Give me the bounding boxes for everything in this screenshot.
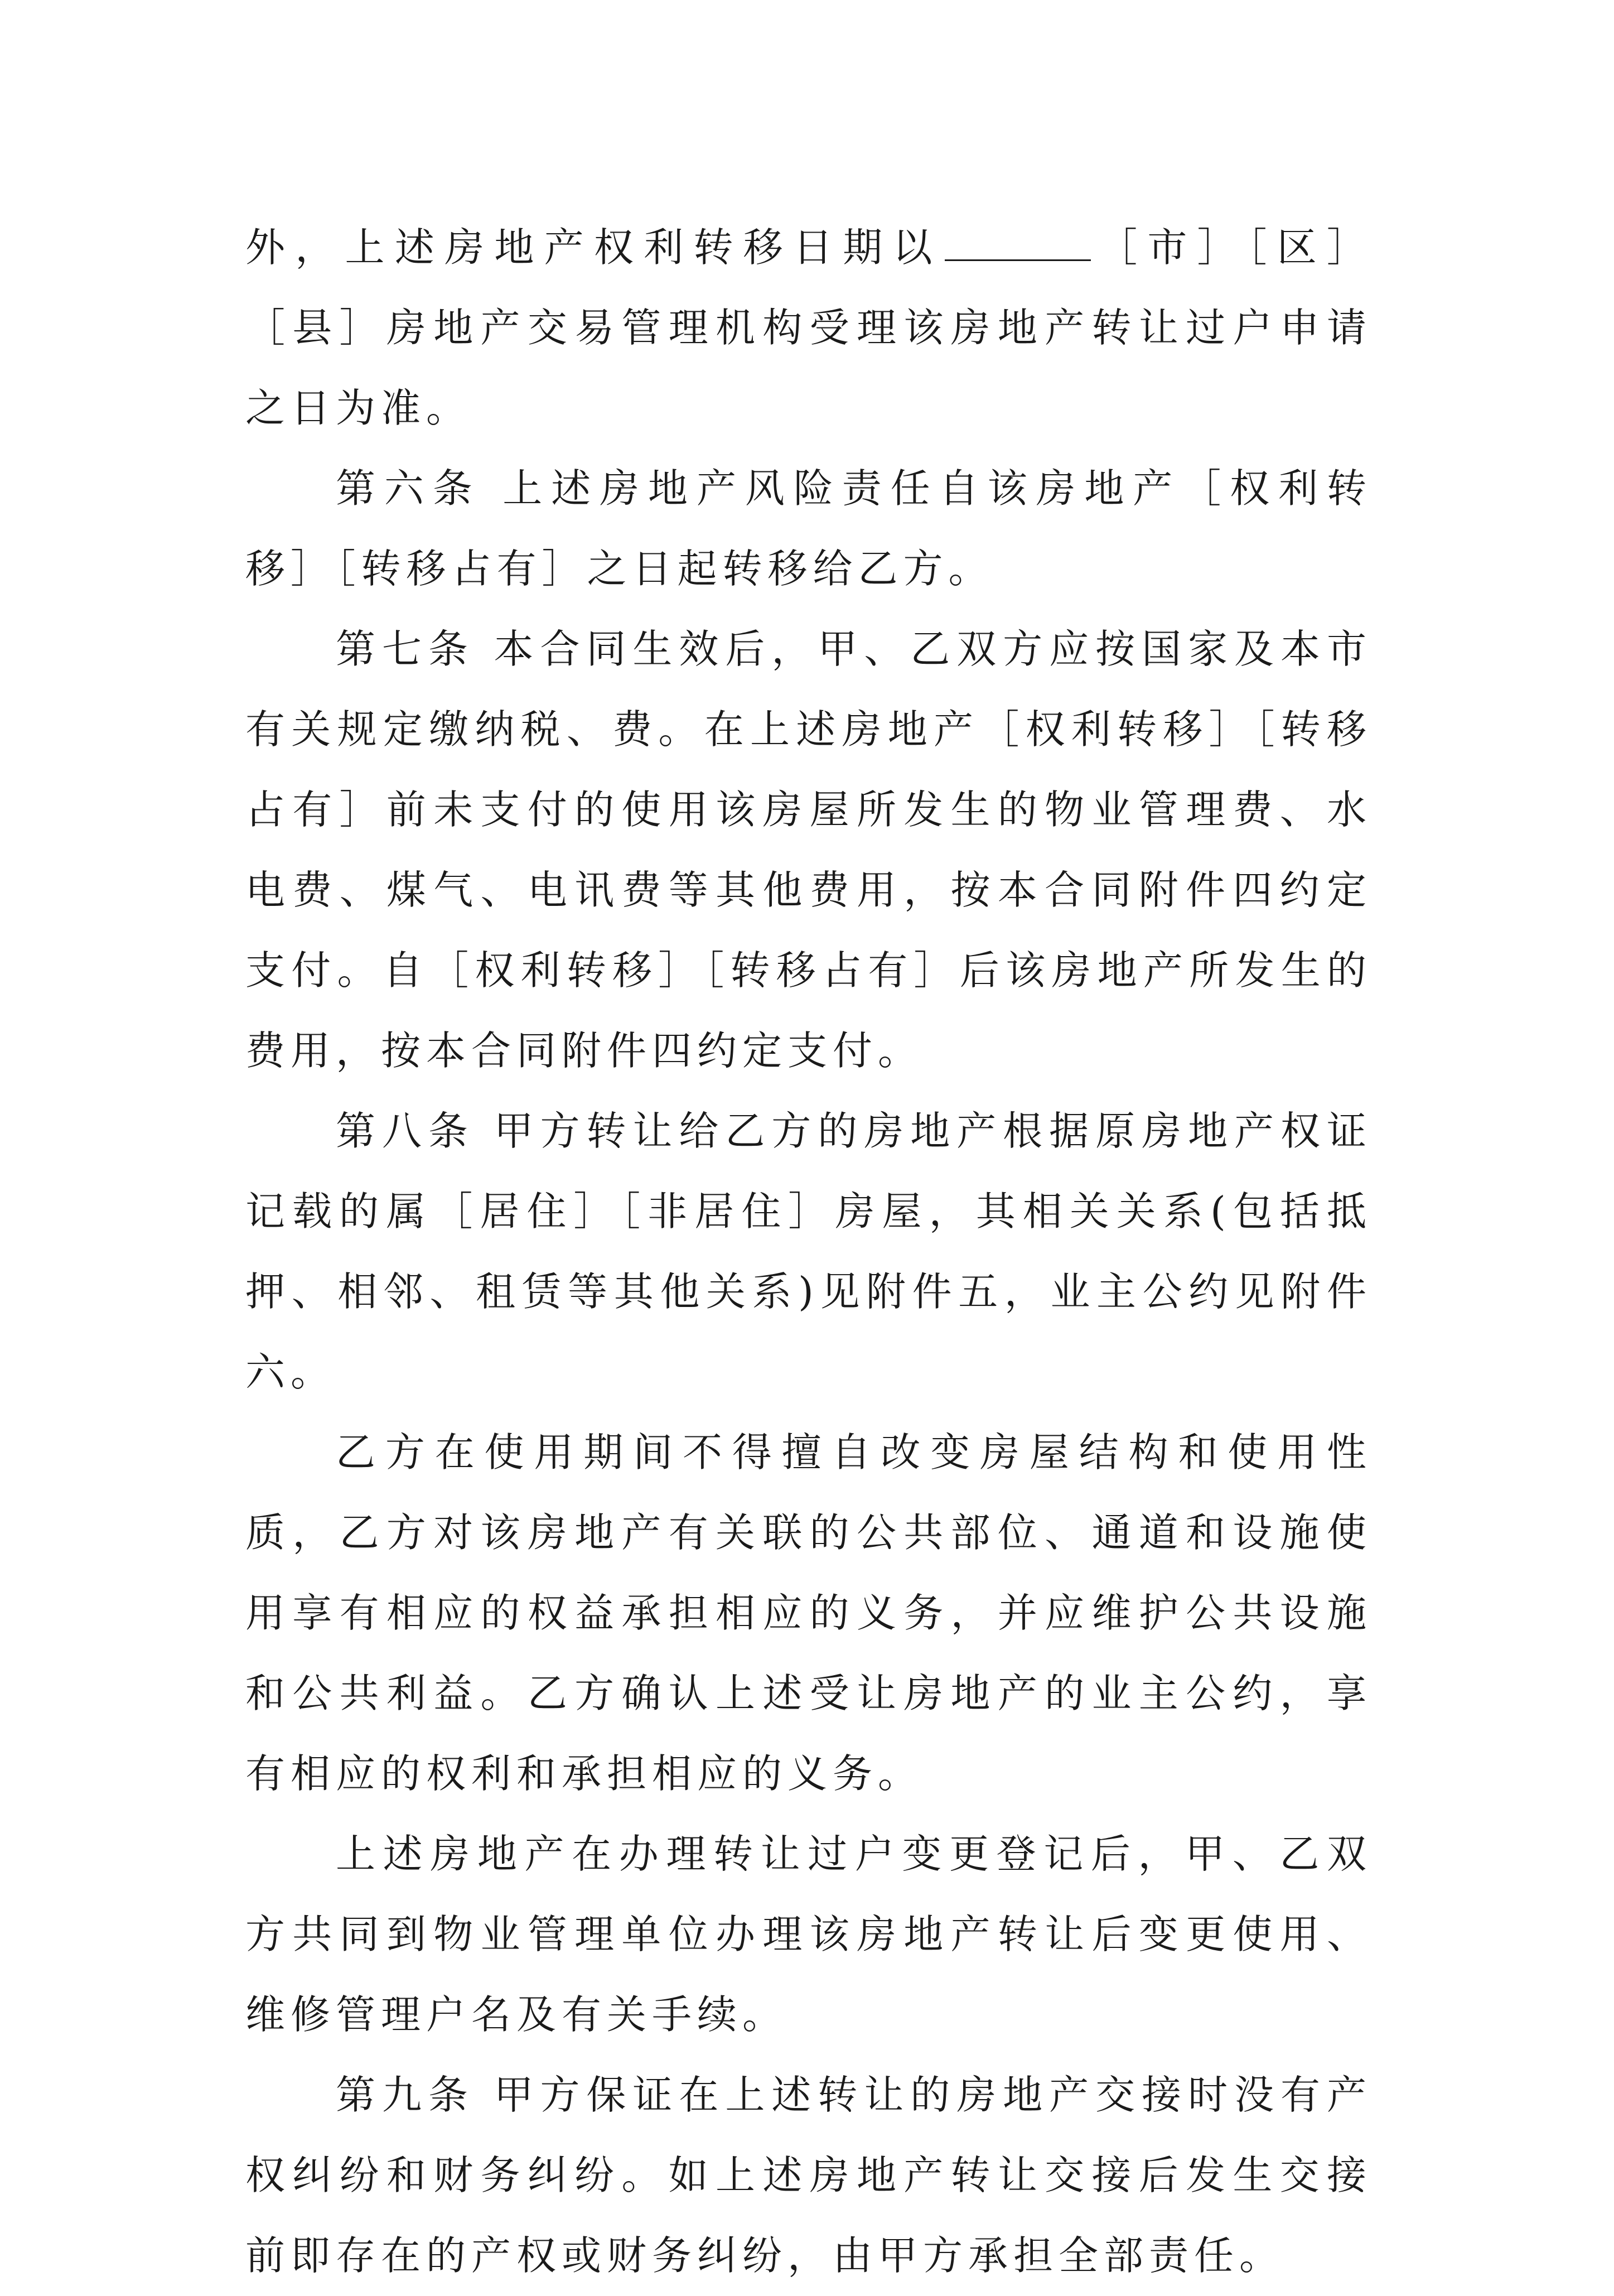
paragraph-article-6: 第六条 上述房地产风险责任自该房地产［权利转移］［转移占有］之日起转移给乙方。	[245, 465, 1372, 592]
paragraph-article-7: 第七条 本合同生效后，甲、乙双方应按国家及本市有关规定缴纳税、费。在上述房地产［权利转移］［转移占有］前未支付的使用该房屋所发生的物业管理费、水电费、煤气、电讯费等其他费用，按本合同附件四约定支付。自［权利转移］［转移占有］后该房地产所发生的费用，按本合同附件四约定支付。	[245, 626, 1372, 1074]
fill-in-blank	[945, 226, 1091, 261]
paragraph-continuation	[245, 208, 1372, 448]
paragraph-article-8-transfer: 上述房地产在办理转让过户变更登记后，甲、乙双方共同到物业管理单位办理该房地产转让后变更使用、维修管理户名及有关手续。	[245, 1831, 1372, 2038]
paragraph-article-8-usage: 乙方在使用期间不得擅自改变房屋结构和使用性质，乙方对该房地产有关联的公共部位、通道和设施使用享有相应的权益承担相应的义务，并应维护公共设施和公共利益。乙方确认上述受让房地产的业主公约，享有相应的权利和承担相应的义务。	[245, 1429, 1372, 1797]
continuation-text-before-blank: 外，上述房地产权利转移日期以	[245, 224, 943, 271]
paragraph-article-8: 第八条 甲方转让给乙方的房地产根据原房地产权证记载的属［居住］［非居住］房屋，其相关关系(包括抵押、相邻、租赁等其他关系)见附件五，业主公约见附件六。	[245, 1108, 1372, 1395]
continuation-text-after-blank: ［市］［区］［县］房地产交易管理机构受理该房地产转让过户申请之日为准。	[245, 224, 1372, 431]
paragraph-article-9: 第九条 甲方保证在上述转让的房地产交接时没有产权纠纷和财务纠纷。如上述房地产转让交接后发生交接前即存在的产权或财务纠纷，由甲方承担全部责任。	[245, 2072, 1372, 2279]
document-body	[245, 208, 1372, 2296]
